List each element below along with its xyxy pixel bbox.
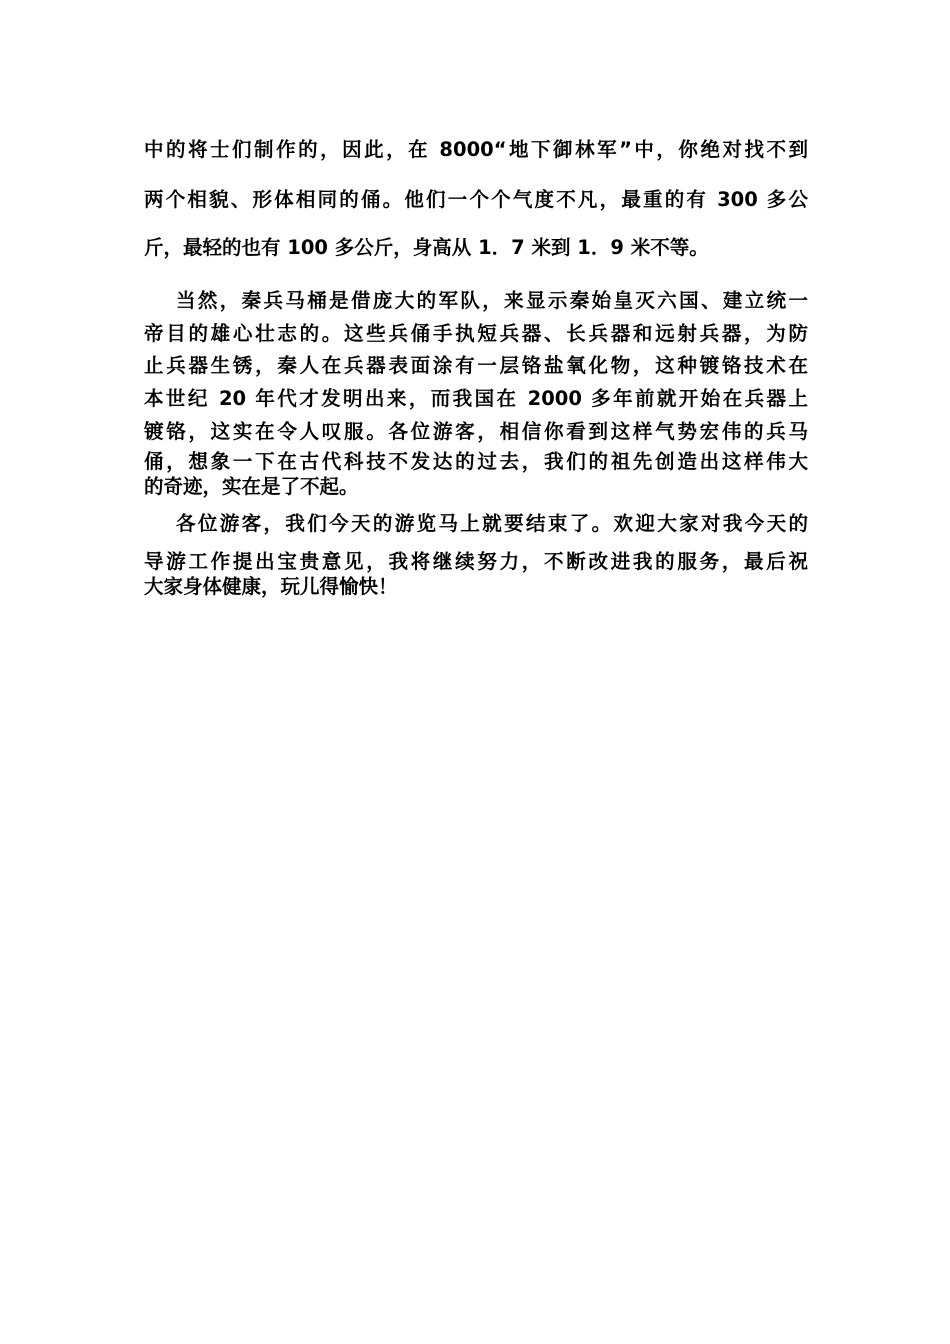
text-line: 俑，想象一下在古代科技不发达的过去，我们的祖先创造出这样伟大	[144, 450, 808, 473]
text-line: 各位游客，我们今天的游览马上就要结束了。欢迎大家对我今天的	[176, 512, 808, 535]
text-line: 当然，秦兵马桶是借庞大的军队，来显示秦始皇灭六国、建立统一	[176, 289, 808, 312]
text-line: 斤，最轻的也有 100 多公斤，身高从 1．7 米到 1．9 米不等。	[144, 236, 709, 259]
text-line: 中的将士们制作的，因此，在 8000“地下御林军”中，你绝对找不到	[144, 138, 808, 161]
text-line: 止兵器生锈，秦人在兵器表面涂有一层铬盐氧化物，这种镀铬技术在	[144, 354, 808, 377]
text-line: 镀铬，这实在令人叹服。各位游客，相信你看到这样气势宏伟的兵马	[144, 420, 808, 443]
text-line: 帝目的雄心壮志的。这些兵俑手执短兵器、长兵器和远射兵器，为防	[144, 322, 808, 345]
text-line: 大家身体健康，玩儿得愉快！	[144, 575, 398, 598]
text-line: 的奇迹，实在是了不起。	[144, 475, 359, 498]
text-line: 本世纪 20 年代才发明出来，而我国在 2000 多年前就开始在兵器上	[144, 387, 808, 410]
text-line: 两个相貌、形体相同的俑。他们一个个气度不凡，最重的有 300 多公	[144, 188, 808, 211]
text-line: 导游工作提出宝贵意见，我将继续努力，不断改进我的服务，最后祝	[144, 550, 808, 573]
